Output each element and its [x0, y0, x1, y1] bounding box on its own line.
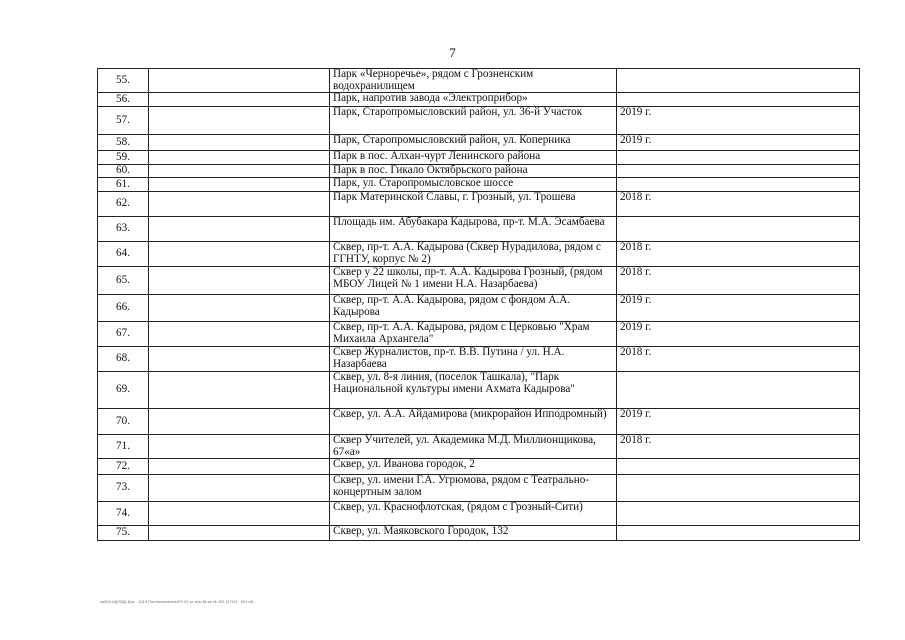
empty-cell: [149, 526, 330, 541]
table-row: [98, 459, 860, 475]
row-number-cell: 72.: [98, 459, 149, 475]
row-number-cell: 70.: [98, 409, 149, 435]
object-name-cell: Площадь им. Абубакара Кадырова, пр-т. М.А. Эсамбаева: [330, 217, 617, 242]
row-number-cell: 62.: [98, 192, 149, 217]
table-row: [98, 372, 860, 409]
row-number-cell: 75.: [98, 526, 149, 541]
table-row: [98, 475, 860, 502]
table-row: [98, 322, 860, 347]
empty-cell: [149, 242, 330, 267]
empty-cell: [149, 372, 330, 409]
row-number-cell: 64.: [98, 242, 149, 267]
row-number-cell: 59.: [98, 151, 149, 165]
object-name-cell: Сквер, пр-т. А.А. Кадырова, рядом с Церковью "Храм Михаила Архангела": [330, 322, 617, 347]
object-name-cell: Сквер, ул. А.А. Айдамирова (микрорайон Ипподромный): [330, 409, 617, 435]
empty-cell: [149, 192, 330, 217]
empty-cell: [149, 165, 330, 178]
table-row: [98, 526, 860, 541]
object-name-cell: Сквер, пр-т. А.А. Кадырова, рядом с фондом А.А. Кадырова: [330, 295, 617, 322]
empty-cell: [149, 295, 330, 322]
row-number-cell: 57.: [98, 107, 149, 135]
empty-cell: [149, 107, 330, 135]
empty-cell: [149, 267, 330, 295]
object-name-cell: Парк в пос. Алхан-чурт Ленинского района: [330, 151, 617, 165]
row-number-cell: 63.: [98, 217, 149, 242]
object-name-cell: Парк, Старопромысловский район, ул. 36-й Участок: [330, 107, 617, 135]
row-number-cell: 66.: [98, 295, 149, 322]
table-row: [98, 347, 860, 372]
row-number-cell: 74.: [98, 502, 149, 526]
table-row: [98, 217, 860, 242]
year-cell: 2019 г.: [617, 107, 860, 135]
table-row: [98, 69, 860, 93]
empty-cell: [149, 502, 330, 526]
object-name-cell: Сквер у 22 школы, пр-т. А.А. Кадырова Грозный, (рядом МБОУ Лицей № 1 имени Н.А. Назарбаева): [330, 267, 617, 295]
page-number: 7: [449, 45, 456, 60]
row-number-cell: 67.: [98, 322, 149, 347]
year-cell: 2018 г.: [617, 435, 860, 459]
year-cell: [617, 217, 860, 242]
table-row: [98, 135, 860, 151]
object-name-cell: Сквер, ул. имени Г.А. Угрюмова, рядом с Театрально-концертным залом: [330, 475, 617, 502]
empty-cell: [149, 347, 330, 372]
year-cell: 2018 г.: [617, 242, 860, 267]
table-row: [98, 295, 860, 322]
empty-cell: [149, 459, 330, 475]
year-cell: 2018 г.: [617, 267, 860, 295]
empty-cell: [149, 93, 330, 107]
table-row: [98, 267, 860, 295]
row-number-cell: 65.: [98, 267, 149, 295]
empty-cell: [149, 435, 330, 459]
object-name-cell: Парк «Черноречье», рядом с Грозненским водохранилищем: [330, 69, 617, 93]
row-number-cell: 58.: [98, 135, 149, 151]
row-number-cell: 73.: [98, 475, 149, 502]
empty-cell: [149, 475, 330, 502]
year-cell: [617, 372, 860, 409]
table-row: [98, 409, 860, 435]
year-cell: [617, 526, 860, 541]
object-name-cell: Сквер, ул. Иванова городок, 2: [330, 459, 617, 475]
row-number-cell: 68.: [98, 347, 149, 372]
table-row: [98, 93, 860, 107]
year-cell: [617, 69, 860, 93]
table-row: [98, 151, 860, 165]
object-name-cell: Сквер Учителей, ул. Академика М.Д. Миллионщикова, 67«а»: [330, 435, 617, 459]
object-name-cell: Сквер, пр-т. А.А. Кадырова (Сквер Нурадилова, рядом с ГГНТУ, корпус № 2): [330, 242, 617, 267]
table-row: [98, 502, 860, 526]
registry-table-body: [98, 69, 860, 541]
object-name-cell: Сквер, ул. 8-я линия, (поселок Ташкала), "Парк Национальной культуры имени Ахмата Кадырова": [330, 372, 617, 409]
row-number-cell: 55.: [98, 69, 149, 93]
row-number-cell: 69.: [98, 372, 149, 409]
table-row: [98, 107, 860, 135]
table-row: [98, 435, 860, 459]
year-cell: 2019 г.: [617, 135, 860, 151]
year-cell: [617, 165, 860, 178]
empty-cell: [149, 409, 330, 435]
table-row: [98, 165, 860, 178]
empty-cell: [149, 217, 330, 242]
table-row: [98, 178, 860, 192]
object-name-cell: Парк, напротив завода «Электроприбор»: [330, 93, 617, 107]
year-cell: [617, 93, 860, 107]
registry-table: [97, 68, 860, 541]
object-name-cell: Сквер, ул. Краснофлотская, (рядом с Грозный-Сити): [330, 502, 617, 526]
year-cell: [617, 459, 860, 475]
object-name-cell: Парк, ул. Старопромысловское шоссе: [330, 178, 617, 192]
empty-cell: [149, 135, 330, 151]
empty-cell: [149, 69, 330, 93]
footer-file-path: sp004-НД/ПДД Док - 2019 Постановление/ЛЧ 02 от или №-ок № 302 (2719) - 902.ой -: [100, 600, 256, 604]
object-name-cell: Парк Материнской Славы, г. Грозный, ул. Трошева: [330, 192, 617, 217]
object-name-cell: Сквер Журналистов, пр-т. В.В. Путина / ул. Н.А. Назарбаева: [330, 347, 617, 372]
year-cell: 2018 г.: [617, 347, 860, 372]
row-number-cell: 61.: [98, 178, 149, 192]
table-row: [98, 242, 860, 267]
empty-cell: [149, 322, 330, 347]
year-cell: 2019 г.: [617, 409, 860, 435]
table-row: [98, 192, 860, 217]
year-cell: 2019 г.: [617, 322, 860, 347]
row-number-cell: 71.: [98, 435, 149, 459]
row-number-cell: 60.: [98, 165, 149, 178]
year-cell: 2018 г.: [617, 192, 860, 217]
year-cell: [617, 475, 860, 502]
row-number-cell: 56.: [98, 93, 149, 107]
year-cell: 2019 г.: [617, 295, 860, 322]
object-name-cell: Сквер, ул. Маяковского Городок, 132: [330, 526, 617, 541]
empty-cell: [149, 151, 330, 165]
object-name-cell: Парк в пос. Гикало Октябрьского района: [330, 165, 617, 178]
year-cell: [617, 178, 860, 192]
year-cell: [617, 502, 860, 526]
empty-cell: [149, 178, 330, 192]
object-name-cell: Парк, Старопромысловский район, ул. Коперника: [330, 135, 617, 151]
year-cell: [617, 151, 860, 165]
